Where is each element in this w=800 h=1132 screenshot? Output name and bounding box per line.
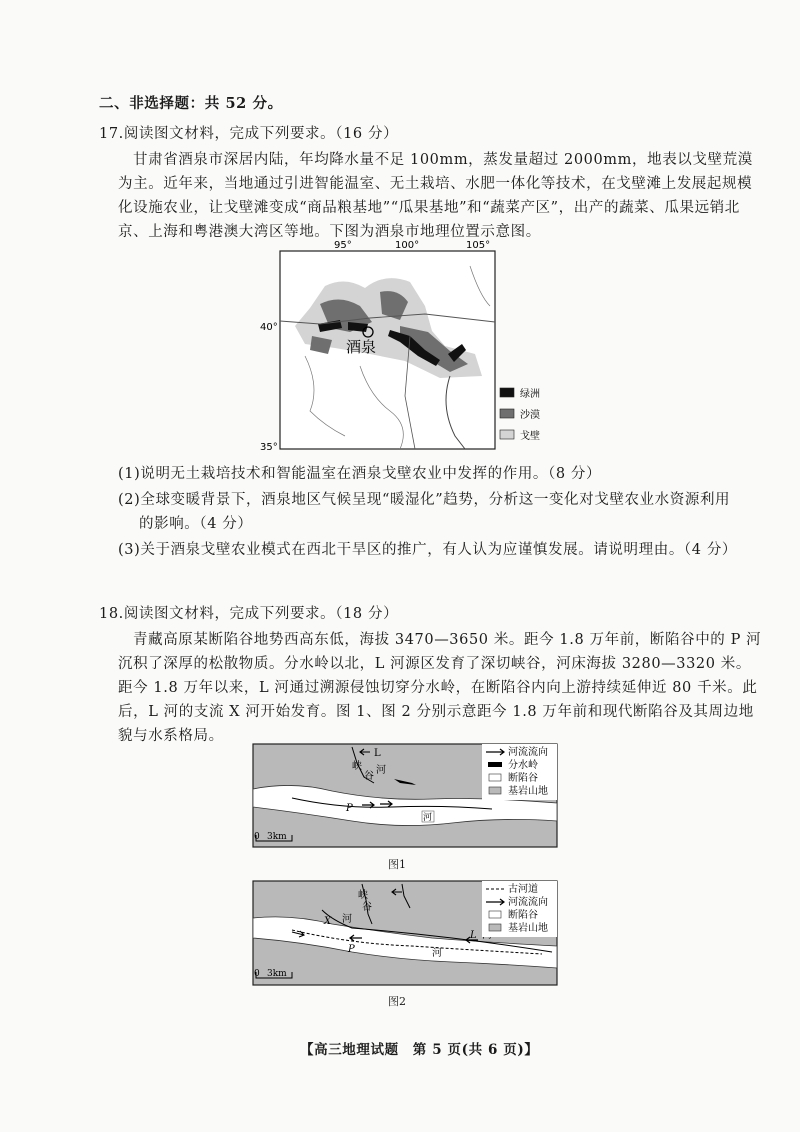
- legend-label: 基岩山地: [508, 923, 548, 934]
- label-p: P: [348, 944, 355, 955]
- legend-icon-valley: [489, 911, 501, 918]
- legend-icon-bedrock: [489, 924, 501, 931]
- q17-question: 的影响。（4 分）: [139, 516, 253, 532]
- q18-stem: 18.阅读图文材料，完成下列要求。（18 分）: [99, 606, 399, 622]
- legend-label: 河流流向: [508, 897, 548, 908]
- label-gorge-2: 谷: [364, 771, 374, 782]
- label-gorge-1: 峡: [352, 761, 362, 772]
- legend-icon-bedrock: [489, 787, 501, 794]
- legend-label: 断陷谷: [508, 910, 538, 921]
- q18-material-line: 貌与水系格局。: [118, 728, 224, 744]
- lon-label-105: 105°: [466, 240, 491, 251]
- lon-label-95: 95°: [334, 240, 352, 251]
- scale-zero: 0: [254, 969, 260, 979]
- legend-label: 河流流向: [508, 747, 548, 758]
- q18-material-line: 后，L 河的支流 X 河开始发育。图 1、图 2 分别示意距今 1.8 万年前和现代断陷谷及其周边地: [118, 704, 754, 720]
- scale-label: 3km: [267, 969, 287, 979]
- figure-1-caption: 图1: [388, 858, 406, 871]
- legend-label-gobi: 戈壁: [520, 431, 540, 442]
- city-label: 酒泉: [346, 338, 377, 356]
- label-he: 河: [376, 765, 386, 776]
- figure-2-caption: 图2: [388, 995, 406, 1008]
- scale-label: 3km: [267, 832, 287, 842]
- q18-material-line: 距今 1.8 万年以来，L 河通过溯源侵蚀切穿分水岭，在断陷谷内向上游持续延伸近 80 千米。此: [118, 680, 758, 696]
- q18-material-line: 青藏高原某断陷谷地势西高东低，海拔 3470—3650 米。距今 1.8 万年前，断陷谷中的 P 河: [133, 632, 762, 648]
- q17-stem: 17.阅读图文材料，完成下列要求。（16 分）: [99, 126, 399, 142]
- label-gorge-1: 峡: [358, 890, 368, 901]
- legend-icon-divide: [488, 762, 502, 767]
- q17-question: (1)说明无土栽培技术和智能温室在酒泉戈壁农业中发挥的作用。（8 分）: [118, 466, 602, 482]
- legend-icon-valley: [489, 774, 501, 781]
- legend-label-desert: 沙漠: [520, 410, 540, 421]
- figure-2-map: [252, 880, 558, 986]
- label-l: L: [470, 930, 477, 941]
- legend-swatch-oasis: [500, 388, 514, 397]
- q17-material-line: 为主。近年来，当地通过引进智能温室、无土栽培、水肥一体化等技术，在戈壁滩上发展起规模: [118, 176, 753, 192]
- lat-label-40: 40°: [260, 322, 278, 333]
- figure-1-map: [252, 743, 558, 848]
- legend-label-oasis: 绿洲: [520, 389, 540, 400]
- label-he: 河: [342, 914, 352, 925]
- scale-zero: 0: [254, 832, 260, 842]
- q17-material-line: 化设施农业，让戈壁滩变成“商品粮基地”“瓜果基地”和“蔬菜产区”，出产的蔬菜、瓜果远销北: [118, 200, 740, 216]
- q18-material-line: 沉积了深厚的松散物质。分水岭以北，L 河源区发育了深切峡谷，河床海拔 3280—3320 米。: [118, 656, 751, 672]
- label-x: X: [324, 916, 332, 927]
- q17-material-line: 甘肃省酒泉市深居内陆，年均降水量不足 100mm，蒸发量超过 2000mm，地表以戈壁荒漠: [133, 152, 753, 168]
- label-he-3: 河: [432, 948, 442, 959]
- page-footer: 【高三地理试题 第 5 页(共 6 页)】: [300, 1042, 539, 1058]
- lon-label-100: 100°: [395, 240, 420, 251]
- q17-question: (3)关于酒泉戈壁农业模式在西北干旱区的推广，有人认为应谨慎发展。请说明理由。（4 分）: [118, 542, 738, 558]
- legend-label: 断陷谷: [508, 773, 538, 784]
- legend-label: 分水岭: [508, 760, 538, 771]
- lat-label-35: 35°: [260, 442, 278, 453]
- q17-question: (2)全球变暖背景下，酒泉地区气候呈现“暖湿化”趋势，分析这一变化对戈壁农业水资源利用: [118, 492, 731, 508]
- label-he-2: 河: [423, 813, 433, 823]
- legend-swatch-desert: [500, 409, 514, 418]
- legend-label: 基岩山地: [508, 786, 548, 797]
- label-p: P: [346, 803, 353, 814]
- jiuquan-location-map: [250, 236, 570, 456]
- label-l: L: [374, 748, 381, 759]
- q17-material-line: 京、上海和粤港澳大湾区等地。下图为酒泉市地理位置示意图。: [118, 224, 541, 240]
- section-heading: 二、非选择题：共 52 分。: [99, 95, 283, 112]
- legend-label: 古河道: [508, 884, 538, 895]
- label-gorge-2: 谷: [362, 902, 372, 913]
- legend-swatch-gobi: [500, 430, 514, 439]
